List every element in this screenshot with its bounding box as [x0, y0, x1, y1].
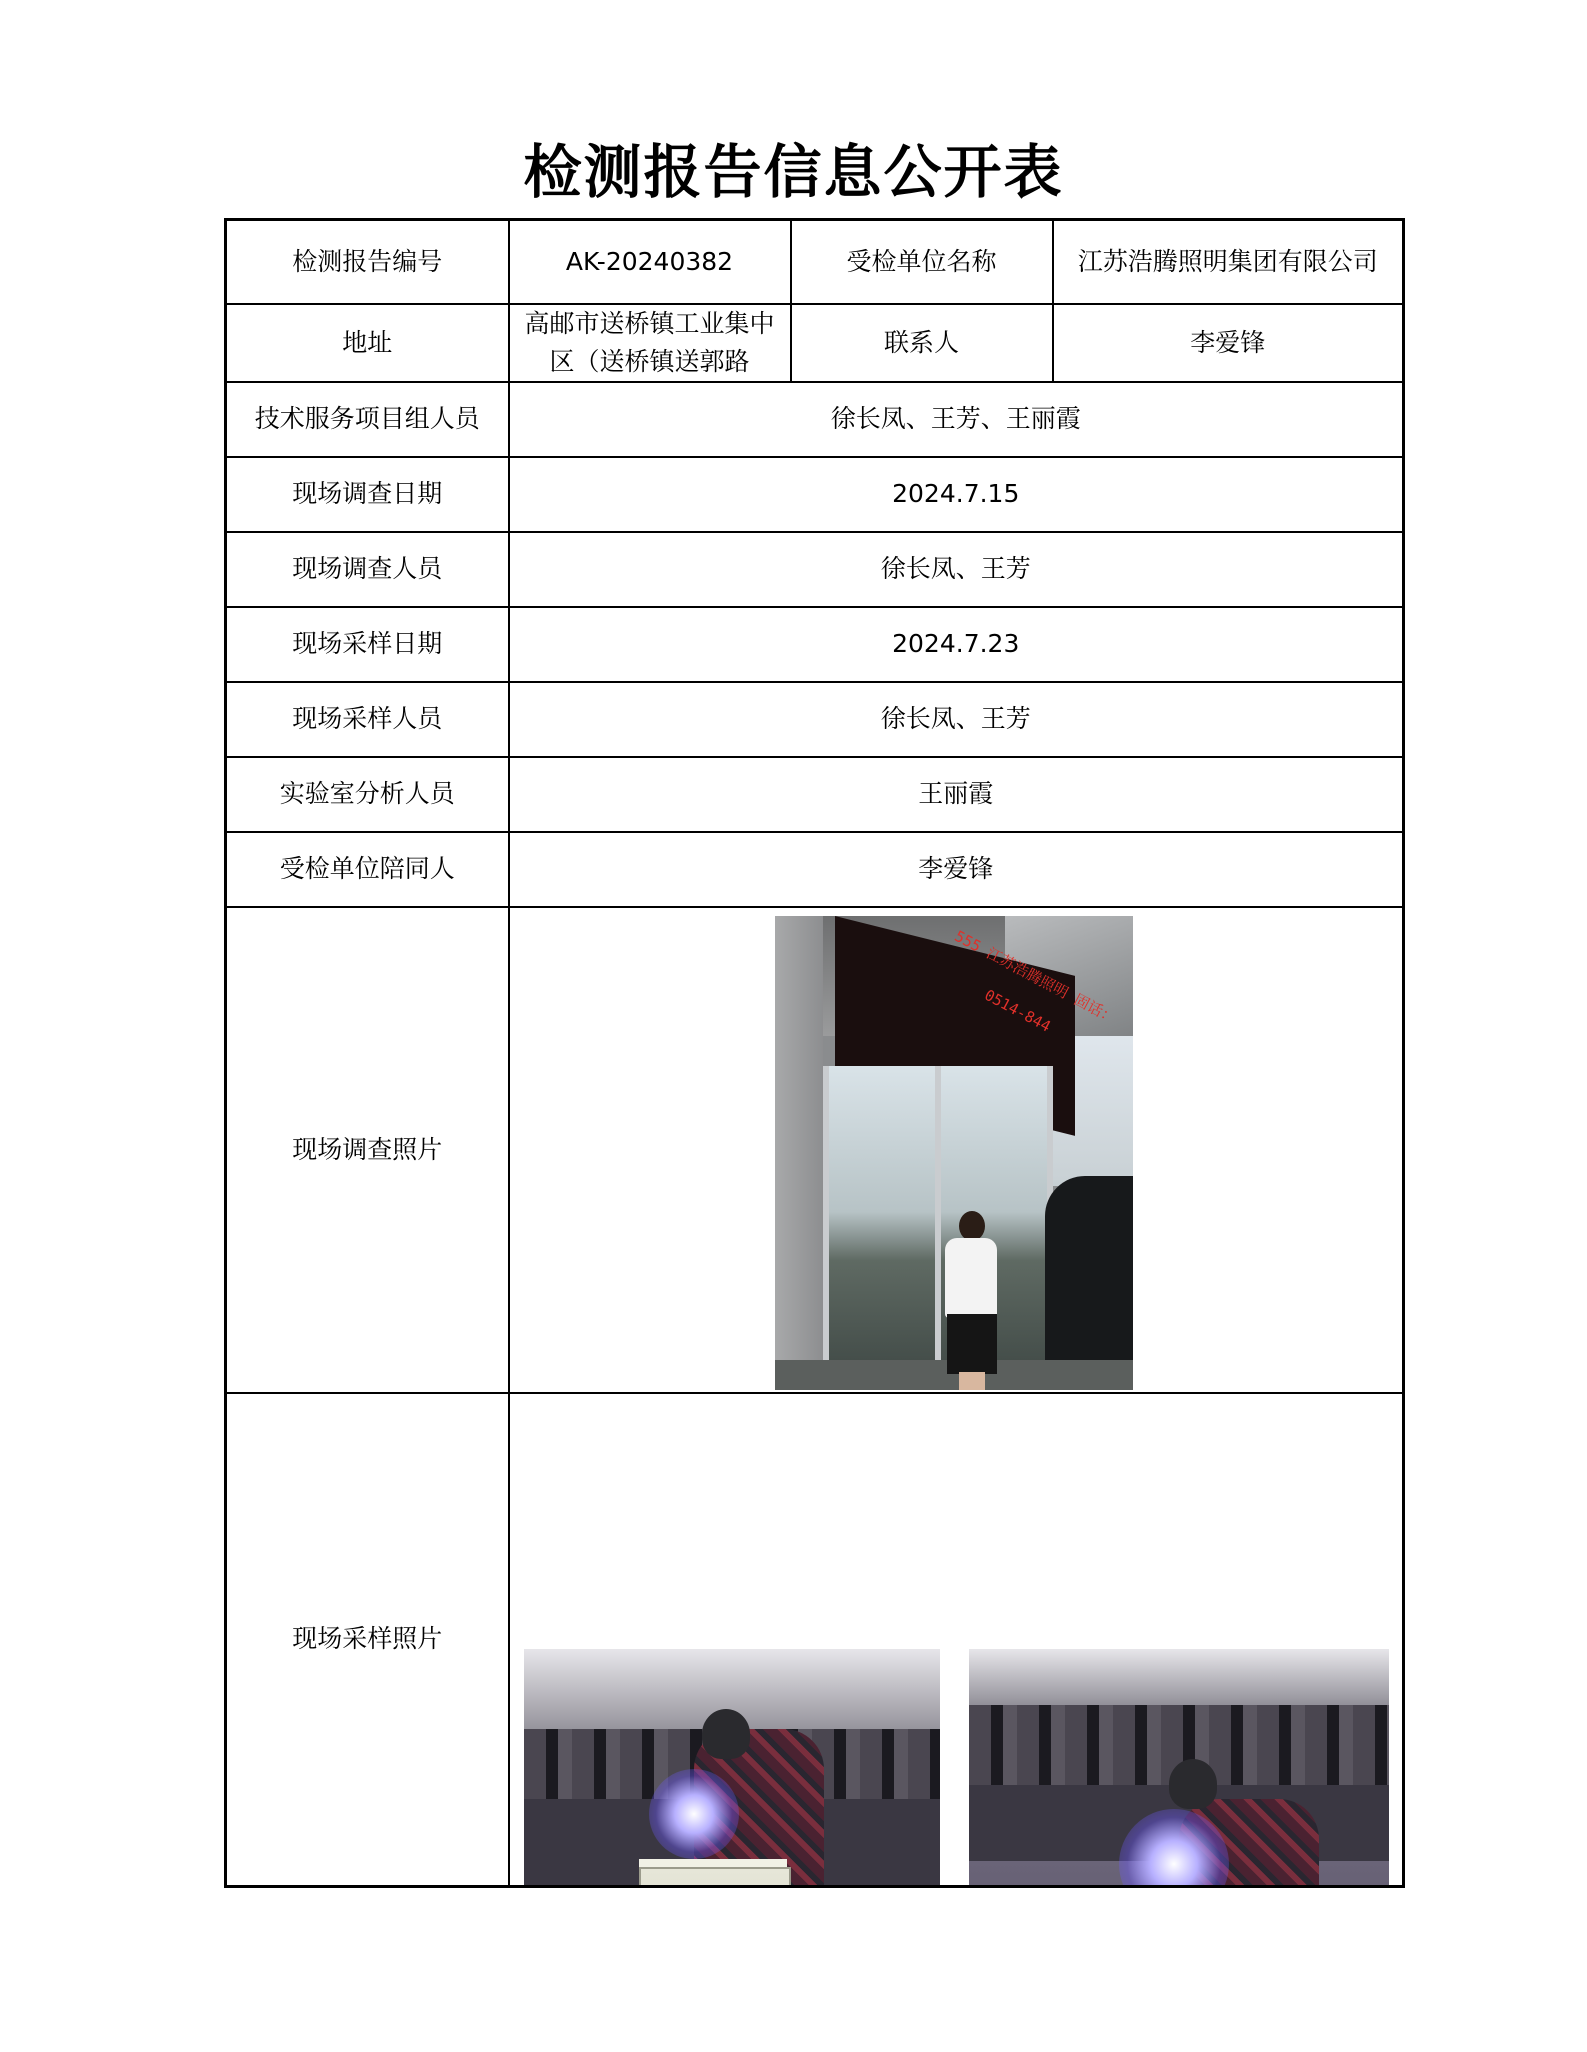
sampling-instrument — [639, 1867, 791, 1886]
table-row — [226, 757, 1404, 832]
escort-value: 李爱锋 — [509, 832, 1404, 907]
survey-photo-cell — [509, 907, 1404, 1393]
contact-value: 李爱锋 — [1053, 304, 1404, 382]
sampling-photo-cell — [509, 1393, 1404, 1887]
table-row — [226, 1393, 1404, 1887]
table-row — [226, 532, 1404, 607]
escort-label: 受检单位陪同人 — [226, 832, 509, 907]
survey-photo-label: 现场调查照片 — [226, 907, 509, 1393]
table-row — [226, 457, 1404, 532]
survey-staff-value: 徐长凤、王芳 — [509, 532, 1404, 607]
car — [1045, 1176, 1133, 1390]
sampling-staff-label: 现场采样人员 — [226, 682, 509, 757]
table-row — [226, 907, 1404, 1393]
sampling-photo-2 — [969, 1649, 1389, 1886]
survey-date-label: 现场调查日期 — [226, 457, 509, 532]
sampling-date-value: 2024.7.23 — [509, 607, 1404, 682]
table-row — [226, 682, 1404, 757]
survey-staff-label: 现场调查人员 — [226, 532, 509, 607]
contact-label: 联系人 — [791, 304, 1053, 382]
page-title: 检测报告信息公开表 — [523, 138, 1064, 206]
report-info-table — [224, 218, 1405, 1888]
lab-staff-value: 王丽霞 — [509, 757, 1404, 832]
table-row — [226, 832, 1404, 907]
table-row — [226, 220, 1404, 304]
unit-name-label: 受检单位名称 — [791, 220, 1053, 304]
table-row — [226, 607, 1404, 682]
sampling-photo-1 — [524, 1649, 940, 1886]
sampling-staff-value: 徐长凤、王芳 — [509, 682, 1404, 757]
inspector-figure — [959, 1211, 985, 1241]
welding-spark — [649, 1769, 739, 1859]
report-no-label: 检测报告编号 — [226, 220, 509, 304]
unit-name-value: 江苏浩腾照明集团有限公司 — [1053, 220, 1404, 304]
stone-wall — [775, 916, 823, 1390]
sampling-photo-label: 现场采样照片 — [226, 1393, 509, 1887]
sampling-date-label: 现场采样日期 — [226, 607, 509, 682]
lab-staff-label: 实验室分析人员 — [226, 757, 509, 832]
address-value: 高邮市送桥镇工业集中区（送桥镇送郭路 — [524, 308, 775, 376]
company-sign-text: 555 江苏浩腾照明 固话：0514-844 — [951, 926, 1119, 1036]
table-row — [226, 382, 1404, 457]
team-label: 技术服务项目组人员 — [226, 382, 509, 457]
survey-date-value: 2024.7.15 — [509, 457, 1404, 532]
address-label: 地址 — [226, 304, 509, 382]
team-value: 徐长凤、王芳、王丽霞 — [509, 382, 1404, 457]
report-no-value: AK-20240382 — [509, 220, 791, 304]
survey-photo — [775, 916, 1133, 1390]
table-row — [226, 304, 1404, 382]
